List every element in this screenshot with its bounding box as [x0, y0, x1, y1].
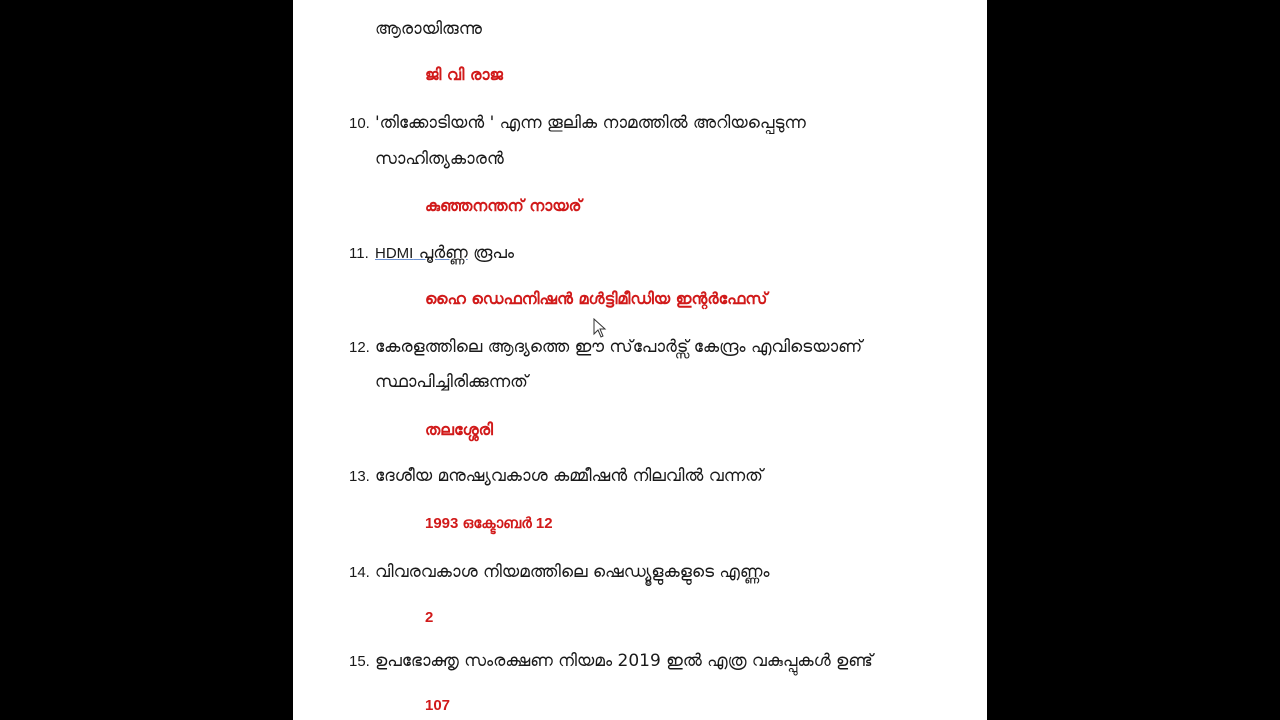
question-number: 10. — [349, 115, 370, 132]
answer-10: കുഞ്ഞനന്തന് നായര് — [425, 196, 582, 215]
answer-9: ജി വി രാജ — [425, 65, 503, 84]
question-number: 12. — [349, 339, 370, 356]
question-12 — [349, 336, 862, 359]
question-text-underlined: പൂർണ്ണ — [413, 243, 468, 263]
question-11 — [349, 242, 514, 265]
question-14 — [349, 561, 770, 584]
question-10 — [349, 112, 806, 135]
question-number: 15. — [349, 653, 370, 670]
question-text: 'തിക്കോടിയൻ ' എന്ന തൂലിക നാമത്തിൽ അറിയപ്പെടുന്ന — [375, 113, 806, 133]
answer-15: 107 — [425, 697, 451, 714]
question-text: ഉപഭോക്തൃ സംരക്ഷണ നിയമം 2019 ഇൽ എത്ര വകുപ്പുകൾ ഉണ്ട് — [375, 651, 873, 671]
answer-14: 2 — [425, 609, 434, 626]
question-number: 11. — [349, 245, 369, 262]
mouse-pointer-icon — [593, 318, 607, 338]
question-number: 14. — [349, 564, 370, 581]
question-text: ദേശീയ മനുഷ്യവകാശ കമ്മീഷൻ നിലവിൽ വന്നത് — [375, 466, 763, 486]
question-text: കേരളത്തിലെ ആദ്യത്തെ ഈ സ്‌പോർട്സ് കേന്ദ്രം എവിടെയാണ് — [375, 337, 863, 357]
document-page — [293, 0, 987, 720]
question-number: 13. — [349, 468, 370, 485]
answer-11: ഹൈ ഡെഫനിഷൻ മൾട്ടിമീഡിയ ഇന്റർഫേസ് — [425, 289, 768, 308]
question-10-line-2: സാഹിത്യകാരൻ — [375, 149, 504, 169]
question-text-prefix: HDMI — [375, 245, 414, 262]
answer-13: 1993 ഒക്ടോബർ 12 — [425, 515, 553, 532]
question-9-continuation: ആരായിരുന്നു — [375, 19, 482, 39]
question-text: വിവരവകാശ നിയമത്തിലെ ഷെഡ്യൂളുകളുടെ എണ്ണം — [375, 562, 770, 582]
question-text-suffix: രൂപം — [467, 243, 514, 263]
question-15 — [349, 650, 873, 673]
question-12-line-2: സ്ഥാപിച്ചിരിക്കുന്നത് — [375, 372, 528, 392]
question-13 — [349, 465, 763, 488]
answer-12: തലശ്ശേരി — [425, 420, 493, 439]
